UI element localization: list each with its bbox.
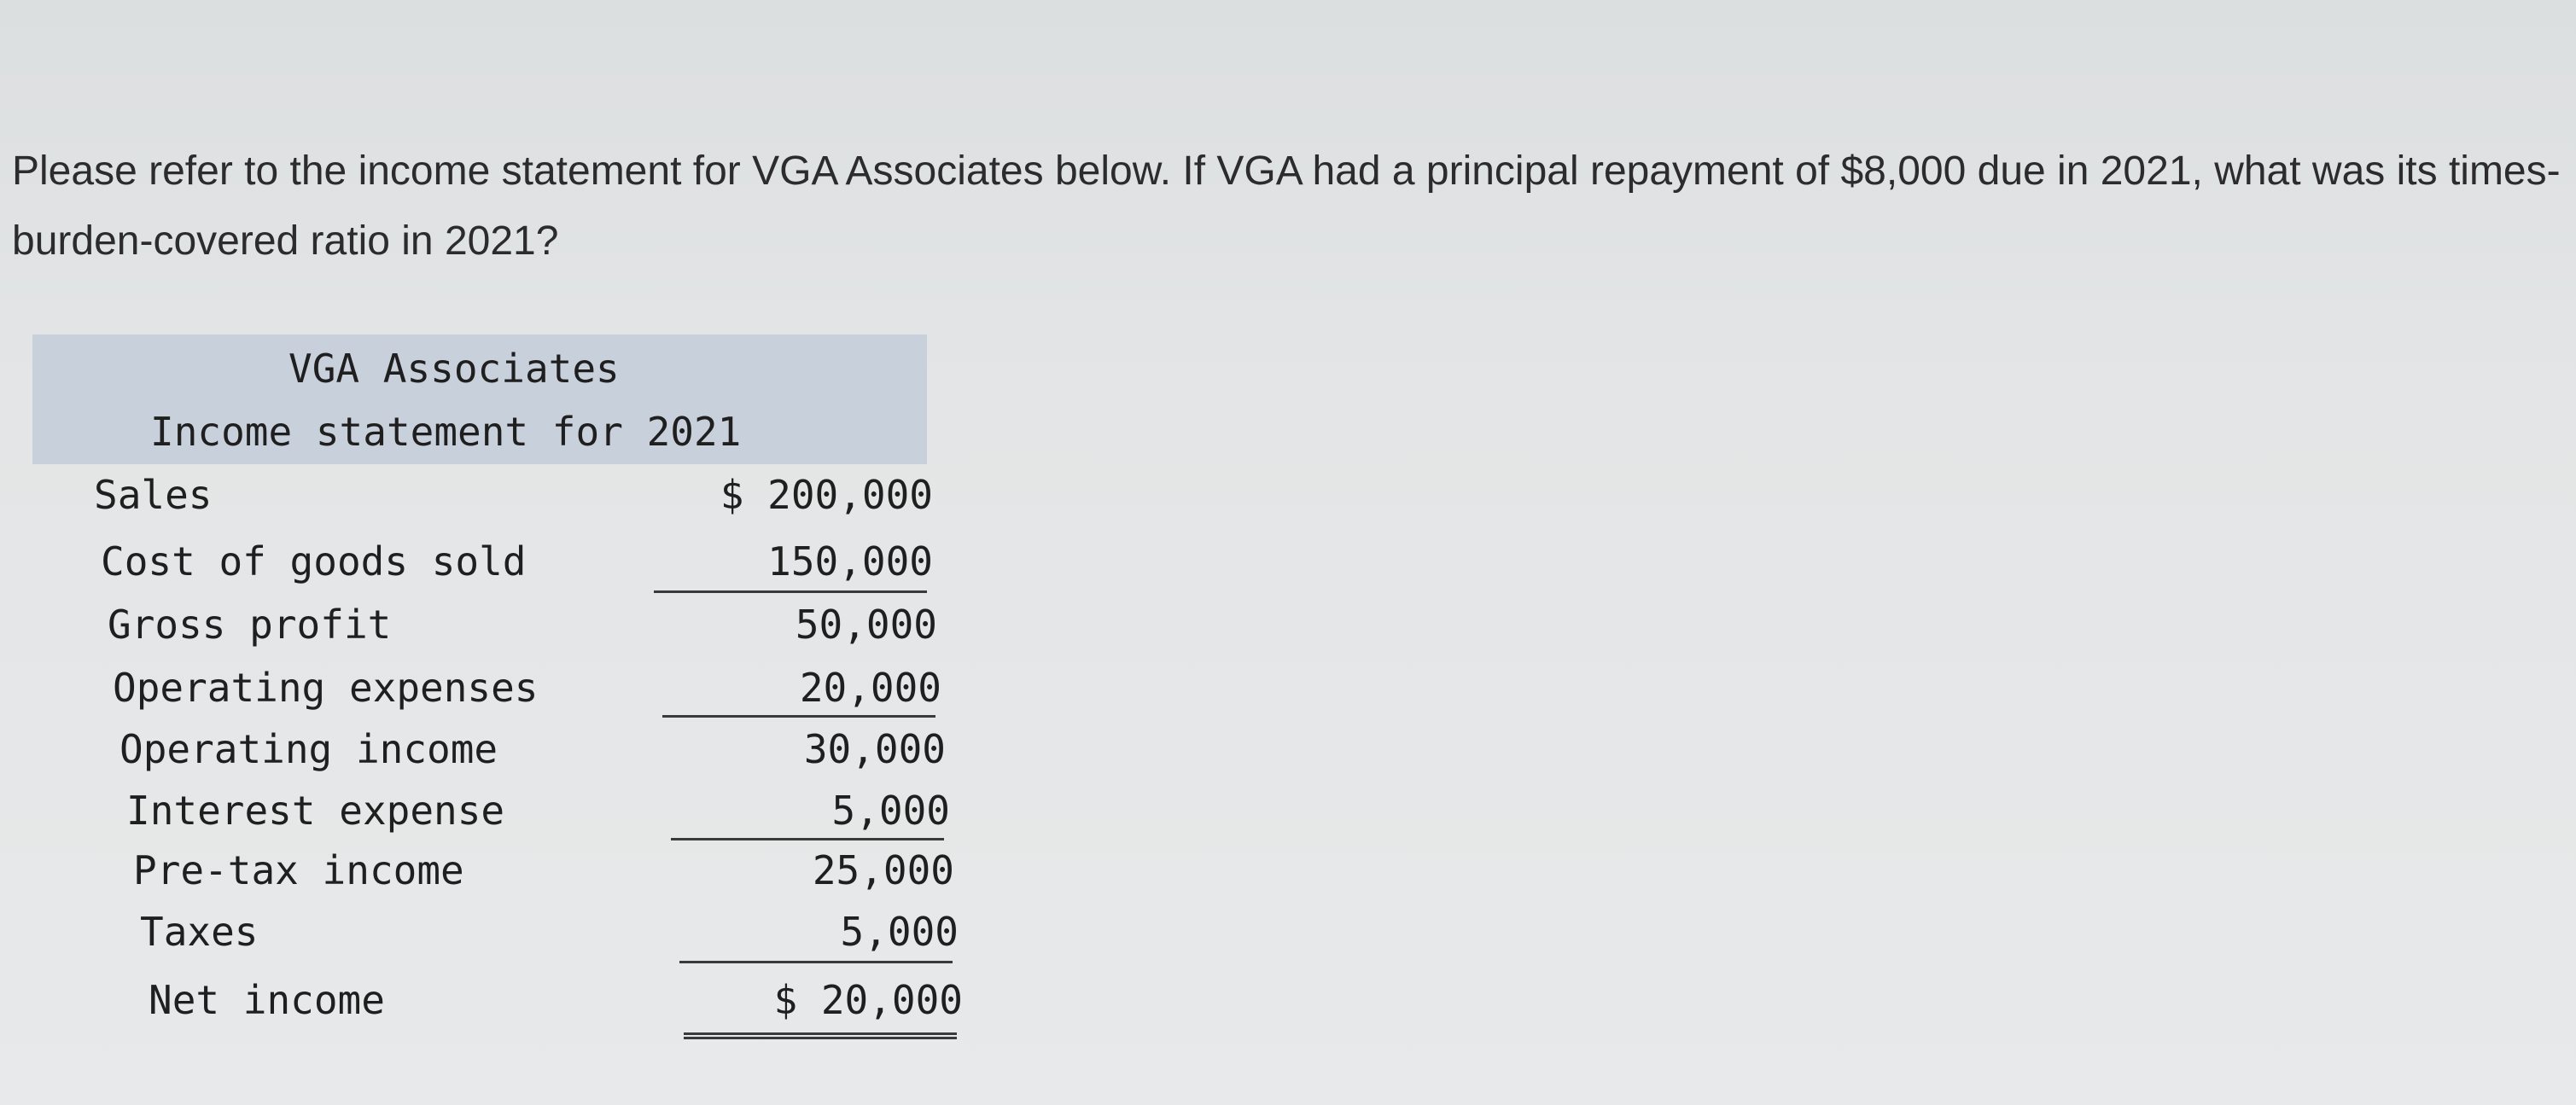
- row-amount: 20,000: [799, 665, 941, 711]
- row-amount: 25,000: [812, 847, 954, 893]
- row-label: Net income: [149, 977, 385, 1023]
- row-label: Taxes: [140, 909, 259, 955]
- question-text: Please refer to the income statement for VGA Associates below. If VGA had a principal repayment of $8,000 due in 2021, what was its times-burden-covered ratio in 2021?: [12, 148, 2561, 264]
- company-name: VGA Associates: [288, 346, 620, 392]
- row-label: Operating expenses: [113, 665, 539, 711]
- income-statement-table: [32, 334, 963, 1036]
- row-amount: 5,000: [840, 909, 959, 955]
- row-label: Gross profit: [108, 602, 392, 648]
- row-amount: $ 200,000: [720, 472, 933, 518]
- statement-header: [32, 334, 927, 464]
- table-row-sales: [32, 464, 963, 526]
- row-label: Operating income: [119, 726, 498, 772]
- row-label: Sales: [94, 472, 213, 518]
- row-amount: 5,000: [831, 788, 950, 834]
- subtotal-rule: [654, 590, 927, 593]
- statement-period: Income statement for 2021: [150, 409, 742, 455]
- row-amount: $ 20,000: [773, 977, 963, 1023]
- table-row-operating-expenses: [32, 657, 963, 718]
- table-row-taxes: [32, 901, 963, 963]
- row-amount: 150,000: [767, 538, 933, 584]
- row-amount: 30,000: [803, 726, 946, 772]
- subtotal-rule: [662, 715, 935, 718]
- subtotal-rule: [679, 961, 953, 963]
- statement-rows: [32, 464, 963, 1036]
- table-row-operating-income: [32, 718, 963, 780]
- table-row-interest-expense: [32, 780, 963, 841]
- table-row-cost-of-goods-sold: [32, 531, 963, 592]
- row-label: Interest expense: [126, 788, 505, 834]
- row-label: Pre-tax income: [133, 847, 464, 893]
- row-label: Cost of goods sold: [101, 538, 527, 584]
- row-amount: 50,000: [795, 602, 937, 648]
- table-row-pre-tax-income: [32, 840, 963, 901]
- table-row-gross-profit: [32, 594, 963, 655]
- net-income-double-rule: [684, 1032, 957, 1039]
- table-row-net-income: [32, 969, 963, 1031]
